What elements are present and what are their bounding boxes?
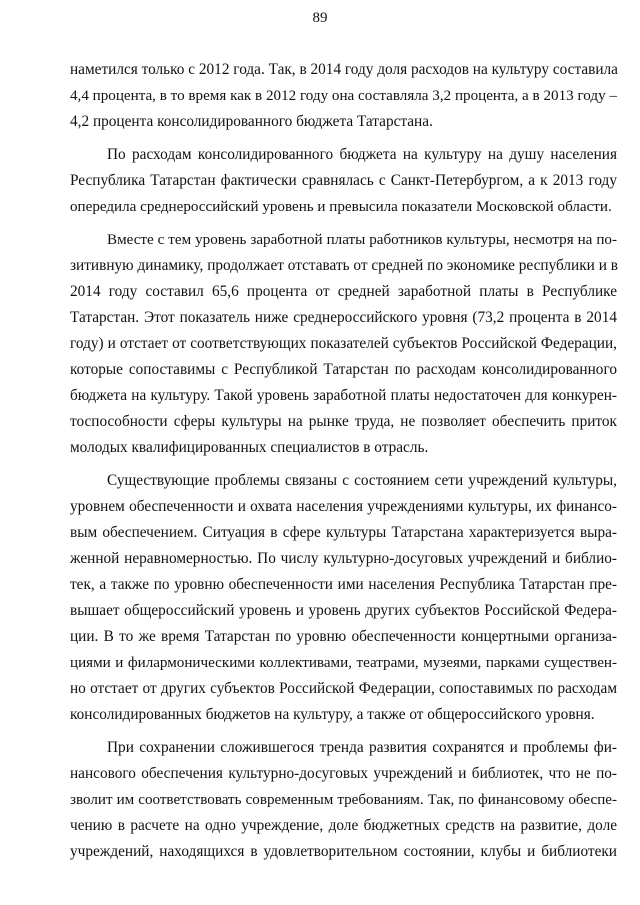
text-line: По расходам консолидированного бюджета на культуру на душу населения [107, 146, 617, 163]
text-line: вым обеспечением. Ситуация в сфере культуры Татарстана характеризуется выра- [70, 524, 617, 541]
text-line: которые сопоставимы с Республикой Татарстан по расходам консолидированного [70, 361, 617, 378]
text-line: бюджета на культуру. Такой уровень заработной платы недостаточен для конкурен- [70, 387, 617, 404]
text-line: но отстает от других субъектов Российской Федерации, сопоставимых по расходам [70, 680, 617, 697]
text-line: консолидированных бюджетов на культуру, а также от общероссийского уровня. [70, 706, 595, 723]
text-line: опередила среднероссийский уровень и превысила показатели Московской области. [70, 199, 612, 215]
text-line: Республика Татарстан фактически сравнялась с Санкт-Петербургом, а к 2013 году [70, 172, 617, 189]
text-line: наметился только с 2012 года. Так, в 2014 году доля расходов на культуру составила [70, 61, 618, 78]
text-line: ции. В то же время Татарстан по уровню обеспеченности концертными организа- [70, 628, 617, 645]
text-line: циями и филармоническими коллективами, театрами, музеями, парками существен- [70, 655, 617, 671]
text-line: нансового обеспечения культурно-досуговых учреждений и библиотек, что не по- [70, 765, 617, 782]
text-line: чению в расчете на одно учреждение, доле бюджетных средств на развитие, доле [70, 817, 617, 834]
text-line: При сохранении сложившегося тренда развития сохранятся и проблемы фи- [107, 739, 617, 756]
text-line: 4,4 процента, в то время как в 2012 году она составляла 3,2 процента, а в 2013 году – [70, 88, 617, 104]
text-line: году) и отстает от соответствующих показателей субъектов Российской Федерации, [70, 335, 617, 352]
text-line: зволит им соответствовать современным требованиям. Так, по финансовому обеспе- [70, 792, 617, 808]
text-line: молодых квалифицированных специалистов в отрасль. [70, 439, 429, 456]
text-line: Вместе с тем уровень заработной платы работников культуры, несмотря на по- [107, 232, 617, 248]
text-line: женной неравномерностью. По числу культурно-досуговых учреждений и библио- [70, 550, 617, 567]
text-line: 2014 году составил 65,6 процента от средней заработной платы в Республике [70, 283, 617, 300]
page-number: 89 [312, 10, 328, 26]
text-line: тек, а также по уровню обеспеченности ими населения Республика Татарстан пре- [70, 576, 617, 593]
text-line: тоспособности сферы культуры на рынке труда, не позволяет обеспечить приток [70, 413, 617, 430]
text-line: зитивную динамику, продолжает отставать от средней по экономике республики и в [70, 257, 618, 274]
text-line: Татарстан. Этот показатель ниже среднероссийского уровня (73,2 процента в 2014 [70, 309, 617, 326]
text-line: учреждений, находящихся в удовлетворительном состоянии, клубы и библиотеки [70, 843, 617, 860]
text-line: 4,2 процента консолидированного бюджета Татарстана. [70, 113, 433, 130]
text-line: Существующие проблемы связаны с состоянием сети учреждений культуры, [107, 472, 617, 489]
text-line: уровнем обеспеченности и охвата населения учреждениями культуры, их финансо- [70, 498, 617, 515]
text-line: вышает общероссийский уровень и уровень других субъектов Российской Федера- [70, 602, 617, 619]
